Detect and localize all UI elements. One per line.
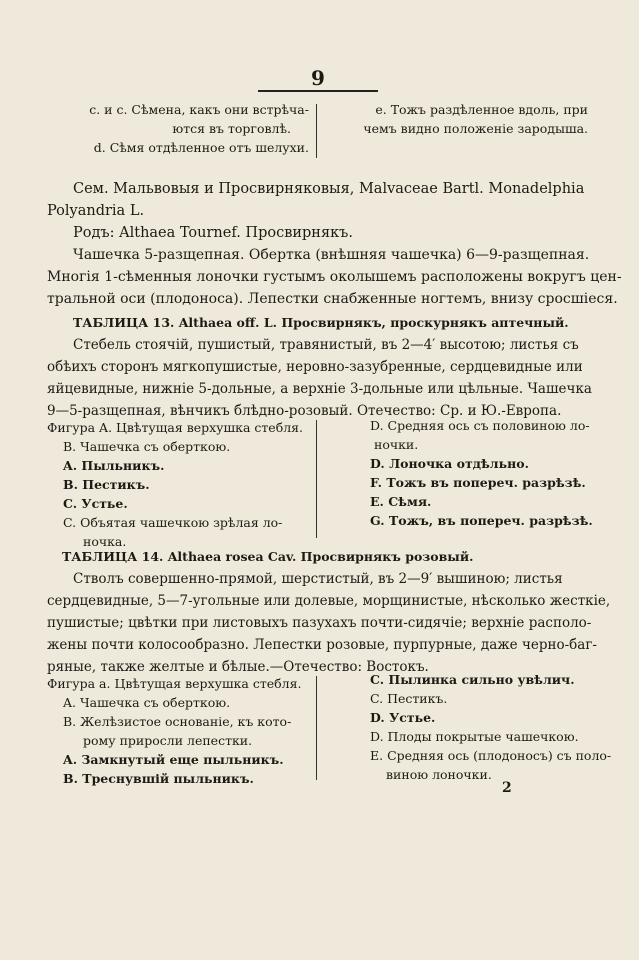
desc-line: яйцевидные, нижніе 5-дольные, а верхніе 3-дольные или цѣльные. Чашечка: [47, 381, 592, 397]
figure-caption: E. Сѣмя.: [370, 494, 432, 509]
figure-caption: C. Объятая чашечкою зрѣлая ло-: [63, 515, 283, 530]
table-14-heading: ТАБЛИЦА 14. Althaea rosea Cav. Просвирнякъ розовый.: [62, 549, 474, 564]
desc-line: жены почти колосообразно. Лепестки розовые, пурпурные, даже черно-баг-: [47, 637, 597, 653]
genus-line: Родъ: Althaea Tournef. Просвирнякъ.: [73, 225, 354, 241]
genus-desc-line: Многія 1-сѣменныя лоночки густымъ околышемъ расположены вокругъ цен-: [47, 269, 622, 285]
top-right-line: e. Тожъ раздѣленное вдоль, при: [375, 102, 588, 117]
figure-caption: F. Тожъ въ попереч. разрѣзѣ.: [370, 475, 586, 490]
top-right-line: чемъ видно положеніе зародыша.: [363, 121, 588, 136]
family-line: Сем. Мальвовыя и Просвирняковыя, Malvaceae Bartl. Monadelphia: [73, 181, 585, 197]
family-heading: [47, 178, 607, 222]
figure-caption: рому приросли лепестки.: [83, 733, 253, 748]
figure-caption: C. Устье.: [63, 496, 128, 511]
figure-caption: C. Пылинка сильно увѣлич.: [370, 672, 575, 687]
figure-caption: D. Плоды покрытые чашечкою.: [370, 729, 579, 744]
figure-caption: B. Треснувшій пыльникъ.: [63, 771, 254, 786]
table-14-figures-left: [47, 674, 309, 788]
top-right-column: [356, 100, 588, 138]
desc-line: обѣихъ сторонъ мягкопушистые, неровно-зазубренные, сердцевидные или: [47, 359, 583, 375]
figure-caption: D. Лоночка отдѣльно.: [370, 456, 529, 471]
desc-line: Стебель стоячій, пушистый, травянистый, въ 2—4′ высотою; листья съ: [73, 337, 579, 353]
figure-caption: E. Средняя ось (плодоносъ) съ поло-: [370, 748, 612, 763]
column-divider: [316, 420, 317, 538]
page-number: 9: [311, 66, 325, 90]
top-left-line: ются въ торговлѣ.: [172, 121, 291, 136]
genus-desc-line: Чашечка 5-разщепная. Обертка (внѣшняя чашечка) 6—9-разщепная.: [73, 247, 590, 263]
table-14-description: [47, 568, 611, 678]
figure-caption: C. Пестикъ.: [370, 691, 448, 706]
column-divider: [316, 676, 317, 780]
column-divider: [316, 104, 317, 158]
desc-line: сердцевидные, 5—7-угольные или долевые, морщинистые, нѣсколько жесткіе,: [47, 593, 611, 609]
figure-caption: виною лоночки.: [386, 767, 492, 782]
figure-caption: Фигура A. Цвѣтущая верхушка стебля.: [47, 420, 304, 435]
desc-line: 9—5-разщепная, вѣнчикъ блѣдно-розовый. Отечество: Ср. и Ю.-Европа.: [47, 403, 562, 419]
top-left-line: d. Сѣмя отдѣленное отъ шелухи.: [93, 140, 309, 155]
desc-line: ряные, также желтые и бѣлые.—Отечество: Востокъ.: [47, 659, 429, 675]
table-13-figures-left: [47, 418, 309, 551]
figure-caption: ночка.: [83, 534, 127, 549]
figure-caption: A. Чашечка съ оберткою.: [63, 695, 231, 710]
figure-caption: Фигура a. Цвѣтущая верхушка стебля.: [47, 676, 302, 691]
genus-description: [47, 244, 622, 310]
desc-line: пушистые; цвѣтки при листовыхъ пазухахъ почти-сидячіе; верхніе располо-: [47, 615, 592, 631]
table-13-heading: ТАБЛИЦА 13. Althaea off. L. Просвирнякъ, проскурнякъ аптечный.: [73, 315, 569, 330]
figure-caption: B. Чашечка съ оберткою.: [63, 439, 231, 454]
figure-caption: A. Пыльникъ.: [63, 458, 165, 473]
figure-caption: ночки.: [374, 437, 419, 452]
figure-caption: A. Замкнутый еще пыльникъ.: [63, 752, 284, 767]
figure-caption: B. Пестикъ.: [63, 477, 150, 492]
header-rule: [258, 90, 378, 92]
top-left-line: c. и с. Сѣмена, какъ они встрѣча-: [89, 102, 309, 117]
figure-caption: B. Желѣзистое основаніе, къ кото-: [63, 714, 292, 729]
table-13-figures-right: [370, 416, 610, 530]
desc-line: Стволъ совершенно-прямой, шерстистый, въ 2—9′ вышиною; листья: [73, 571, 563, 587]
printer-signature: 2: [502, 780, 512, 796]
family-line: Polyandria L.: [47, 203, 145, 219]
table-14-figures-right: [370, 670, 610, 784]
figure-caption: G. Тожъ, въ попереч. разрѣзѣ.: [370, 513, 593, 528]
figure-caption: D. Средняя ось съ половиною ло-: [370, 418, 590, 433]
figure-caption: D. Устье.: [370, 710, 436, 725]
genus-desc-line: тральной оси (плодоноса). Лепестки снабженные ногтемъ, внизу сросшіеся.: [47, 291, 618, 307]
top-left-column: [84, 100, 309, 157]
table-13-description: [47, 334, 603, 422]
